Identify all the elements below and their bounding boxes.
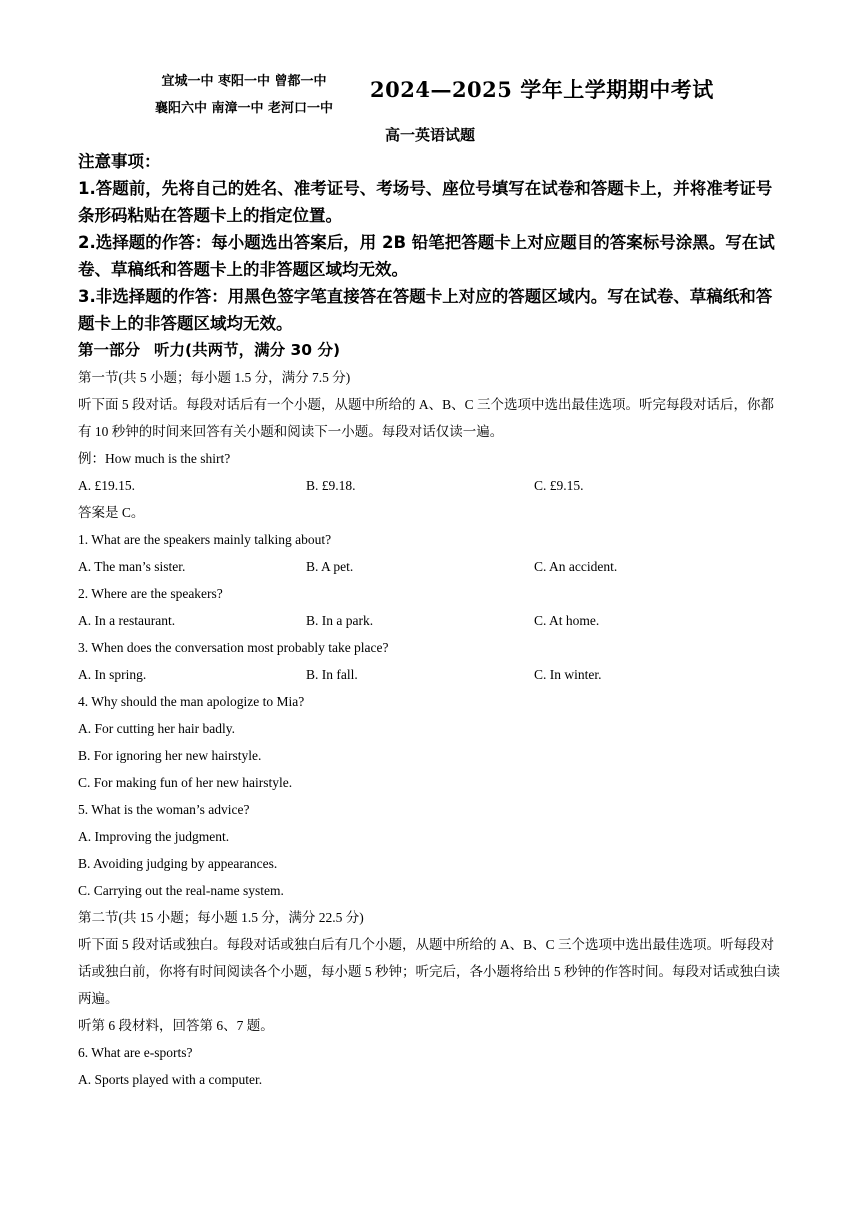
option-b: B. £9.18. <box>306 478 356 493</box>
option-a: A. Improving the judgment. <box>78 829 230 844</box>
school-line-2: 襄阳六中 南漳一中 老河口一中 <box>154 101 334 116</box>
question-2: 2. Where are the speakers? <box>78 586 223 601</box>
note-item-1: 1.答题前，先将自己的姓名、准考证号、考场号、座位号填写在试卷和答题卡上，并将准考证号条形码粘贴在答题卡上的指定位置。 <box>78 179 773 225</box>
notes-block <box>78 148 786 337</box>
material-6-note: 听第 6 段材料，回答第 6、7 题。 <box>78 1018 274 1033</box>
section-one-instructions: 听下面 5 段对话。每段对话后有一个小题，从题中所给的 A、B、C 三个选项中选出最佳选项。听完每段对话后，你都有 10 秒钟的时间来回答有关小题和阅读下一小题。每段对话仅读一遍。 <box>78 397 775 439</box>
question-3-options <box>78 661 786 688</box>
exam-title: 2024—2025 学年上学期期中考试 <box>370 77 714 102</box>
question-2-options <box>78 607 786 634</box>
option-c: C. An accident. <box>534 559 618 574</box>
option-b: B. A pet. <box>306 559 354 574</box>
notes-heading: 注意事项： <box>78 152 161 171</box>
option-c: C. £9.15. <box>534 478 584 493</box>
option-b: B. In a park. <box>306 613 374 628</box>
option-a: A. For cutting her hair badly. <box>78 721 235 736</box>
example-question: 例：How much is the shirt? <box>78 451 231 466</box>
option-a: A. £19.15. <box>78 478 135 493</box>
section-one-heading: 第一节(共 5 小题；每小题 1.5 分，满分 7.5 分) <box>78 370 351 385</box>
note-item-2: 2.选择题的作答：每小题选出答案后，用 2B 铅笔把答题卡上对应题目的答案标号涂黑。写在试卷、草稿纸和答题卡上的非答题区域均无效。 <box>78 233 775 279</box>
question-6: 6. What are e-sports? <box>78 1045 193 1060</box>
option-c: C. Carrying out the real-name system. <box>78 883 284 898</box>
question-1: 1. What are the speakers mainly talking about? <box>78 532 332 547</box>
section-two-instructions: 听下面 5 段对话或独白。每段对话或独白后有几个小题，从题中所给的 A、B、C 三个选项中选出最佳选项。听每段对话或独白前，你将有时间阅读各个小题，每小题 5 秒钟；听完后，各小题将给出 5 秒钟的作答时间。每段对话或独白读两遍。 <box>78 937 780 1006</box>
option-a: A. In a restaurant. <box>78 613 176 628</box>
example-options <box>78 472 786 499</box>
option-a: A. The man’s sister. <box>78 559 186 574</box>
note-item-3: 3.非选择题的作答：用黑色签字笔直接答在答题卡上对应的答题区域内。写在试卷、草稿纸和答题卡上的非答题区域均无效。 <box>78 287 773 333</box>
part-one-heading <box>78 338 340 360</box>
question-1-options <box>78 553 786 580</box>
option-b: B. Avoiding judging by appearances. <box>78 856 278 871</box>
option-c: C. At home. <box>534 613 600 628</box>
listening-body <box>78 364 786 1093</box>
option-b: B. For ignoring her new hairstyle. <box>78 748 262 763</box>
option-a: A. In spring. <box>78 667 147 682</box>
option-a: A. Sports played with a computer. <box>78 1072 263 1087</box>
question-4: 4. Why should the man apologize to Mia? <box>78 694 305 709</box>
option-b: B. In fall. <box>306 667 358 682</box>
question-5: 5. What is the woman’s advice? <box>78 802 250 817</box>
example-answer: 答案是 C。 <box>78 505 145 520</box>
subject-title: 高一英语试题 <box>384 126 475 144</box>
option-c: C. In winter. <box>534 667 602 682</box>
option-c: C. For making fun of her new hairstyle. <box>78 775 293 790</box>
school-line-1: 宜城一中 枣阳一中 曾都一中 <box>161 74 327 89</box>
school-list <box>136 68 352 122</box>
part-one-label: 第一部分 <box>78 341 141 359</box>
section-two-heading: 第二节(共 15 小题；每小题 1.5 分，满分 22.5 分) <box>78 910 364 925</box>
part-one-title: 听力(共两节，满分 30 分) <box>154 341 341 359</box>
question-3: 3. When does the conversation most probably take place? <box>78 640 389 655</box>
